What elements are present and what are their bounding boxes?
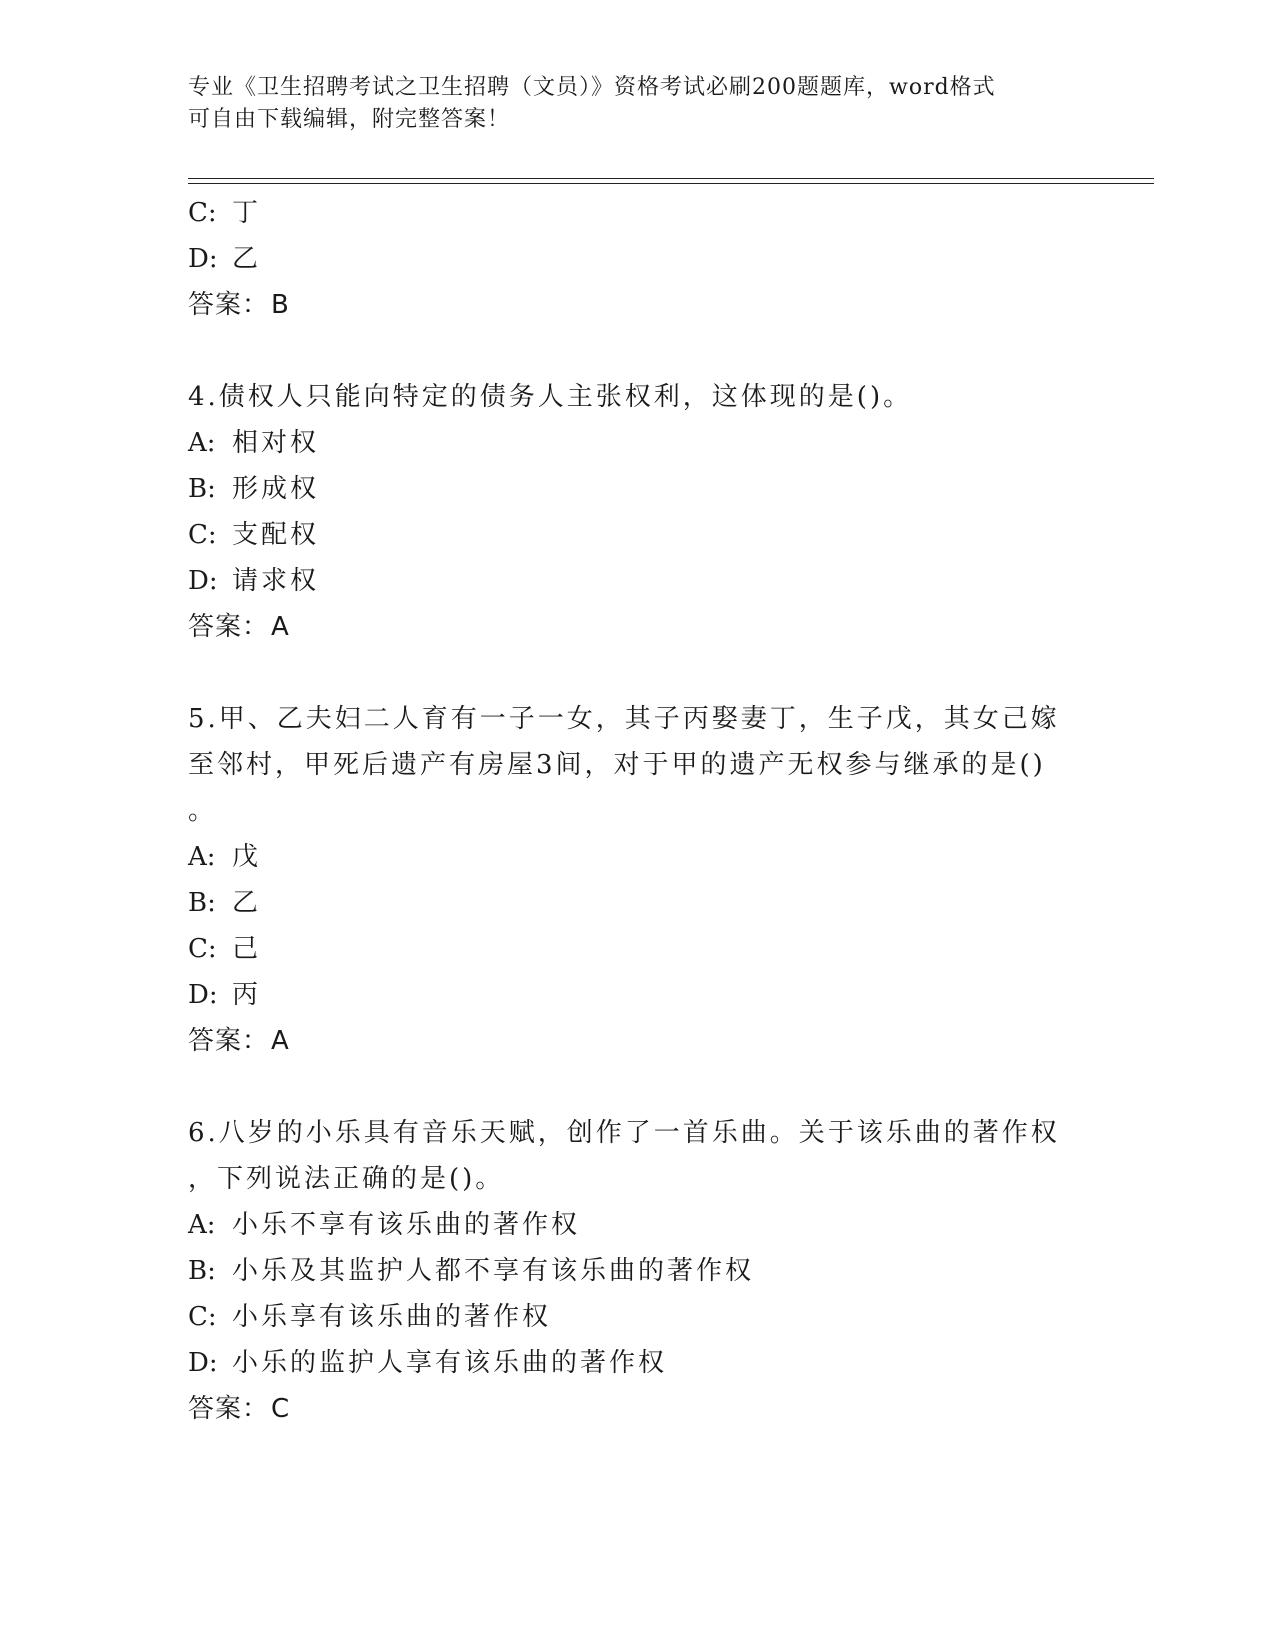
- option-text: 相对权: [232, 428, 320, 458]
- option-b: [188, 1248, 1068, 1294]
- option-text: 戊: [232, 842, 262, 872]
- option-letter: C:: [188, 198, 217, 228]
- option-text: 小乐不享有该乐曲的著作权: [232, 1210, 581, 1240]
- question-3-continued: [188, 190, 1068, 328]
- option-text: 小乐及其监护人都不享有该乐曲的著作权: [232, 1256, 755, 1286]
- option-letter: C:: [188, 520, 217, 550]
- option-letter: A:: [188, 1210, 216, 1240]
- question-stem: [188, 1110, 1068, 1202]
- question-stem-line: 5.甲、乙夫妇二人育有一子一女，其子丙娶妻丁，生子戊，其女己嫁: [188, 704, 1060, 734]
- option-letter: D:: [188, 244, 218, 274]
- option-text: 乙: [232, 888, 262, 918]
- option-b: [188, 466, 1068, 512]
- option-letter: B:: [188, 1256, 216, 1286]
- question-stem-line: 至邻村，甲死后遗产有房屋3间，对于甲的遗产无权参与继承的是(): [188, 750, 1046, 780]
- option-text: 支配权: [232, 520, 320, 550]
- option-c: [188, 1294, 1068, 1340]
- spacer: [188, 328, 1068, 374]
- option-letter: D:: [188, 566, 218, 596]
- header-line-1: 专业《卫生招聘考试之卫生招聘（文员）》资格考试必刷200题题库，word格式: [188, 75, 996, 100]
- option-b: [188, 880, 1068, 926]
- answer-label: 答案：: [188, 1026, 270, 1056]
- option-d: [188, 558, 1068, 604]
- option-c: [188, 512, 1068, 558]
- option-a: [188, 420, 1068, 466]
- answer-value: A: [271, 1026, 290, 1056]
- option-text: 乙: [232, 244, 262, 274]
- question-stem-line: 6.八岁的小乐具有音乐天赋，创作了一首乐曲。关于该乐曲的著作权: [188, 1118, 1060, 1148]
- answer-value: A: [271, 612, 290, 642]
- answer-label: 答案：: [188, 1394, 270, 1424]
- option-letter: D:: [188, 1348, 218, 1378]
- option-letter: B:: [188, 888, 216, 918]
- answer-label: 答案：: [188, 612, 270, 642]
- answer-value: B: [271, 290, 290, 320]
- option-letter: C:: [188, 934, 217, 964]
- question-stem: [188, 374, 1068, 420]
- option-d: [188, 236, 1068, 282]
- answer-line: [188, 604, 1068, 650]
- option-d: [188, 972, 1068, 1018]
- header-line-2: 可自由下载编辑，附完整答案！: [188, 107, 511, 132]
- option-a: [188, 834, 1068, 880]
- question-6: [188, 1110, 1068, 1432]
- spacer: [188, 1064, 1068, 1110]
- option-text: 己: [232, 934, 262, 964]
- option-letter: A:: [188, 428, 216, 458]
- option-a: [188, 1202, 1068, 1248]
- question-5: [188, 696, 1068, 1064]
- option-letter: B:: [188, 474, 216, 504]
- question-stem: [188, 696, 1068, 834]
- header-divider: [188, 178, 1154, 184]
- question-4: [188, 374, 1068, 650]
- answer-line: [188, 282, 1068, 328]
- answer-line: [188, 1386, 1068, 1432]
- option-letter: D:: [188, 980, 218, 1010]
- option-text: 小乐享有该乐曲的著作权: [232, 1302, 552, 1332]
- option-text: 请求权: [232, 566, 320, 596]
- option-text: 丁: [232, 198, 262, 228]
- option-letter: A:: [188, 842, 216, 872]
- option-c: [188, 190, 1068, 236]
- option-text: 形成权: [232, 474, 320, 504]
- option-c: [188, 926, 1068, 972]
- option-letter: C:: [188, 1302, 217, 1332]
- option-text: 丙: [232, 980, 262, 1010]
- answer-value: C: [271, 1394, 291, 1424]
- answer-line: [188, 1018, 1068, 1064]
- question-stem-line: 4.债权人只能向特定的债务人主张权利，这体现的是()。: [188, 382, 913, 412]
- answer-label: 答案：: [188, 290, 270, 320]
- spacer: [188, 650, 1068, 696]
- question-stem-line: 。: [188, 796, 218, 826]
- question-stem-line: ，下列说法正确的是()。: [188, 1164, 505, 1194]
- option-d: [188, 1340, 1068, 1386]
- option-text: 小乐的监护人享有该乐曲的著作权: [232, 1348, 668, 1378]
- page-header: [188, 72, 1068, 136]
- question-list: [188, 190, 1068, 1432]
